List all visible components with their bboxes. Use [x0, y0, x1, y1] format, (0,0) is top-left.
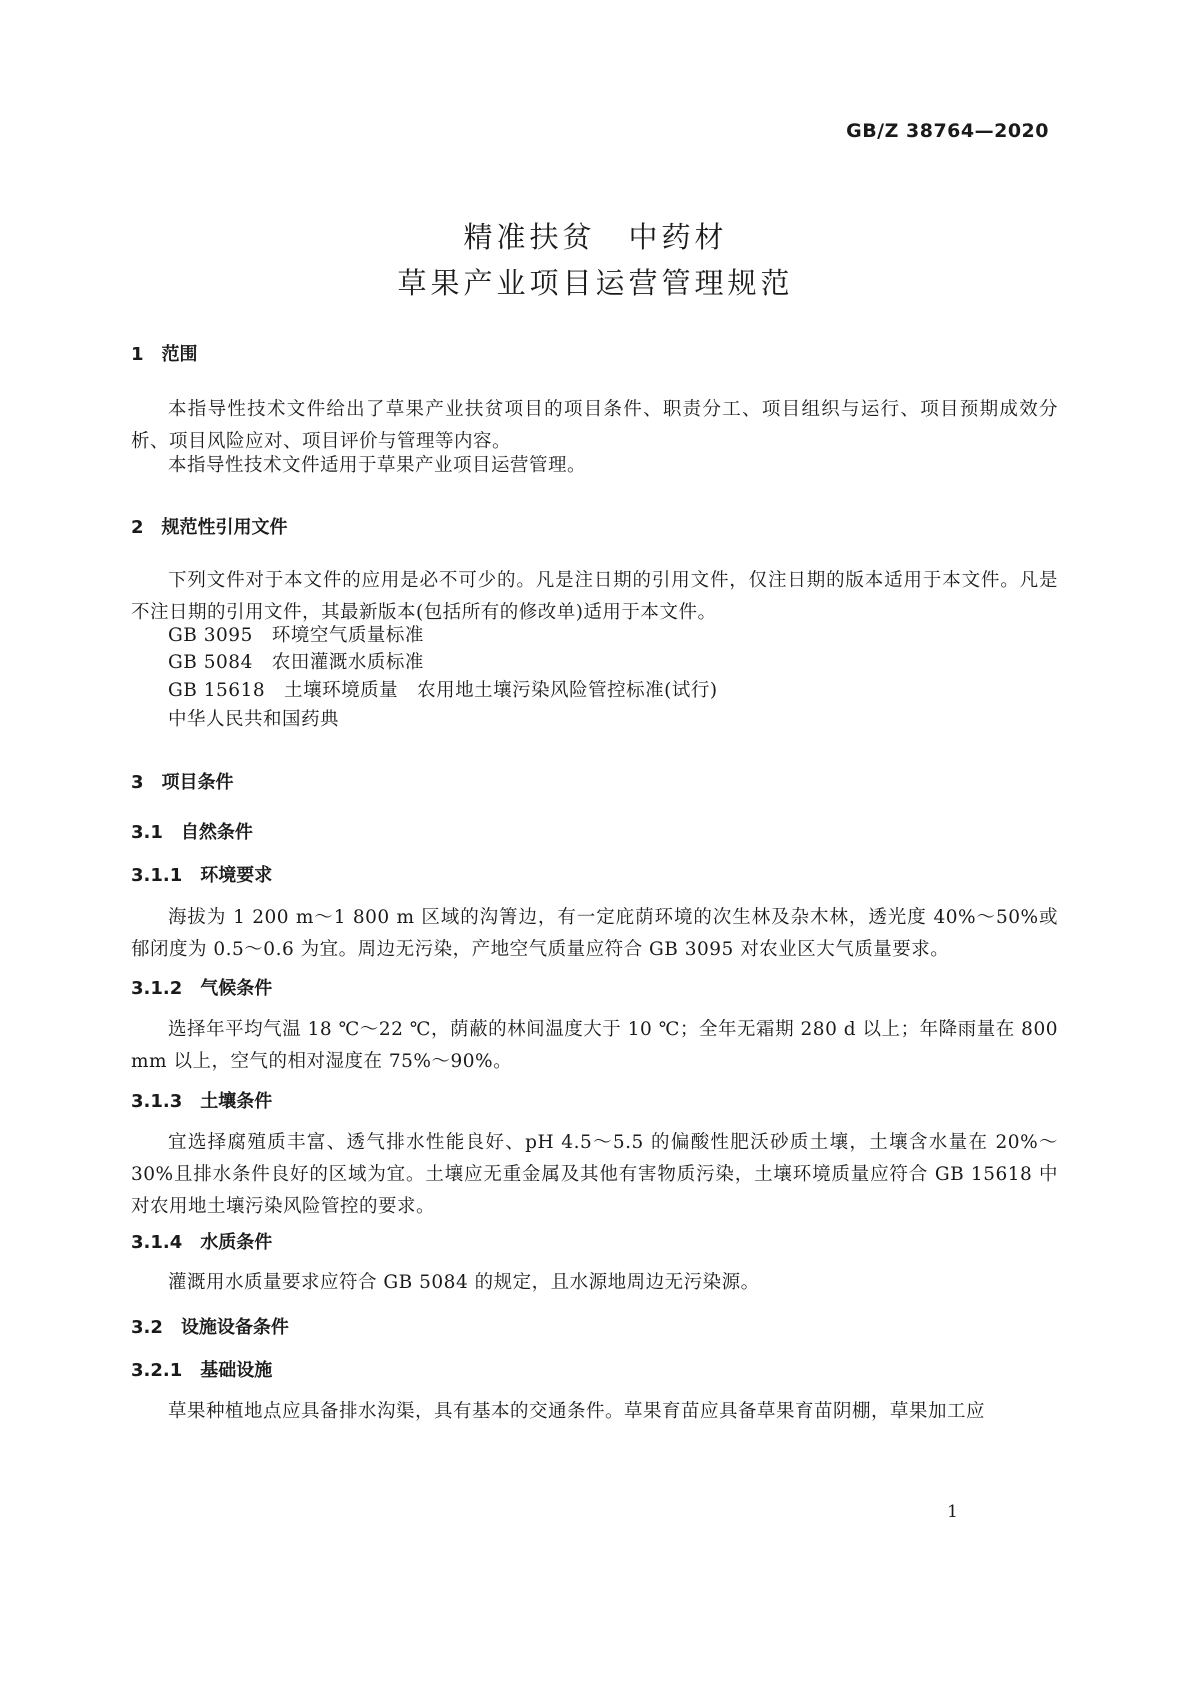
title-line-2: 草果产业项目运营管理规范 — [397, 266, 794, 300]
page-number: 1 — [947, 1502, 958, 1522]
reference-item: 中华人民共和国药典 — [168, 709, 340, 730]
reference-item: GB 15618 土壤环境质量 农用地土壤污染风险管控标准(试行) — [168, 680, 718, 701]
section-3-2-heading: 3.2 设施设备条件 — [131, 1317, 289, 1338]
reference-item: GB 5084 农田灌溉水质标准 — [168, 652, 424, 673]
standard-number: GB/Z 38764—2020 — [846, 120, 1049, 142]
section-3-1-2-heading: 3.1.2 气候条件 — [131, 978, 273, 999]
section-2-heading: 2 规范性引用文件 — [131, 517, 288, 538]
section-3-2-1-heading: 3.2.1 基础设施 — [131, 1360, 273, 1381]
section-3-1-1-heading: 3.1.1 环境要求 — [131, 865, 273, 886]
reference-item: GB 3095 环境空气质量标准 — [168, 625, 424, 646]
section-3-1-2-paragraph: 选择年平均气温 18 ℃～22 ℃，荫蔽的林间温度大于 10 ℃；全年无霜期 280 d 以上；年降雨量在 800 mm 以上，空气的相对湿度在 75%～90%。 — [131, 1019, 1058, 1072]
section-1-paragraph-1: 本指导性技术文件给出了草果产业扶贫项目的项目条件、职责分工、项目组织与运行、项目预期成效分析、项目风险应对、项目评价与管理等内容。 — [131, 399, 1058, 452]
section-2-paragraph-1: 下列文件对于本文件的应用是必不可少的。凡是注日期的引用文件，仅注日期的版本适用于本文件。凡是不注日期的引用文件，其最新版本(包括所有的修改单)适用于本文件。 — [131, 570, 1058, 623]
section-3-1-4-heading: 3.1.4 水质条件 — [131, 1232, 273, 1253]
section-3-1-heading: 3.1 自然条件 — [131, 822, 253, 843]
section-1-paragraph-2: 本指导性技术文件适用于草果产业项目运营管理。 — [168, 455, 587, 476]
section-3-1-3-paragraph: 宜选择腐殖质丰富、透气排水性能良好、pH 4.5～5.5 的偏酸性肥沃砂质土壤，土壤含水量在 20%～30%且排水条件良好的区域为宜。土壤应无重金属及其他有害物质污染，土壤环境质量应符合 GB 15618 中对农用地土壤污染风险管控的要求。 — [131, 1132, 1058, 1217]
section-3-heading: 3 项目条件 — [131, 772, 234, 793]
document-title — [0, 214, 1191, 306]
section-3-1-1-paragraph: 海拔为 1 200 m～1 800 m 区域的沟箐边，有一定庇荫环境的次生林及杂木林，透光度 40%～50%或郁闭度为 0.5～0.6 为宜。周边无污染，产地空气质量应符合 GB 3095 对农业区大气质量要求。 — [131, 907, 1058, 960]
section-3-1-4-paragraph: 灌溉用水质量要求应符合 GB 5084 的规定，且水源地周边无污染源。 — [168, 1272, 760, 1293]
title-line-1: 精准扶贫 中药材 — [463, 220, 728, 254]
section-1-heading: 1 范围 — [131, 344, 198, 365]
section-3-2-1-paragraph: 草果种植地点应具备排水沟渠，具有基本的交通条件。草果育苗应具备草果育苗阴棚，草果加工应 — [168, 1401, 986, 1422]
section-3-1-3-heading: 3.1.3 土壤条件 — [131, 1091, 273, 1112]
